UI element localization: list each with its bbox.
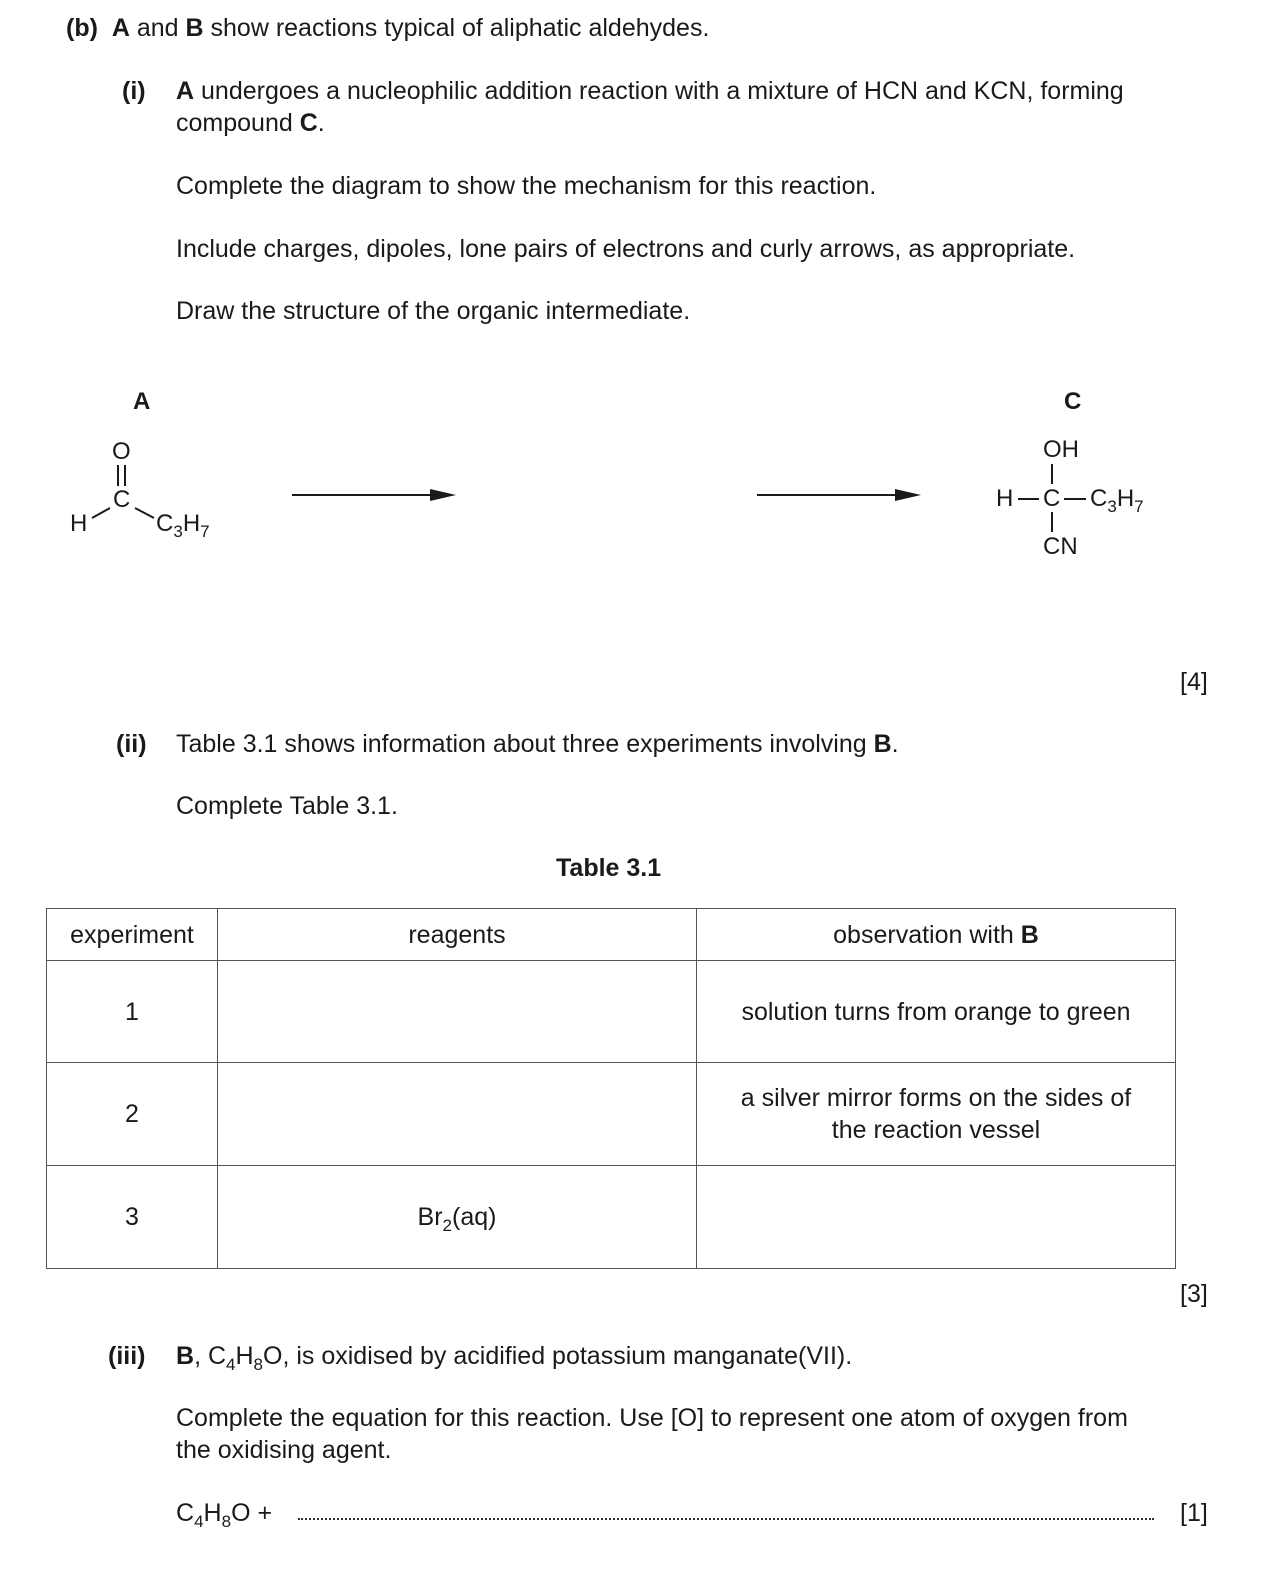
instruction-1: Complete the diagram to show the mechanism for this reaction. <box>176 172 877 200</box>
equation-start <box>176 1497 272 1529</box>
cell-experiment: 2 <box>47 1063 218 1166</box>
text: O, is oxidised by acidified potassium manganate(VII). <box>263 1342 853 1370</box>
atom-c: C <box>1043 485 1061 512</box>
text: C <box>176 1499 195 1527</box>
table-row <box>47 1166 1176 1269</box>
part-i-label: (i) <box>122 77 146 105</box>
part-ii-line1 <box>176 728 899 760</box>
table-row <box>47 961 1176 1063</box>
instruction-2: Include charges, dipoles, lone pairs of electrons and curly arrows, as appropriate. <box>176 235 1076 263</box>
structure-a-label: A <box>133 388 151 415</box>
text: (aq) <box>452 1203 497 1231</box>
structure-c-label: C <box>1064 388 1082 415</box>
part-iii-line1 <box>176 1340 852 1372</box>
text: , C <box>194 1342 227 1370</box>
structure-a-bonds <box>0 0 260 560</box>
cell-observation-answer[interactable] <box>697 1166 1176 1269</box>
cell-experiment: 1 <box>47 961 218 1063</box>
atom-h: H <box>996 485 1014 512</box>
text: show reactions typical of aliphatic aldehydes. <box>203 14 710 42</box>
reaction-arrow-1 <box>290 485 460 505</box>
text: . <box>317 109 325 137</box>
marks-4: [4] <box>1180 668 1208 696</box>
text: Table 3.1 shows information about three experiments involving <box>176 730 874 758</box>
part-i-line1 <box>176 75 1124 107</box>
answer-line[interactable] <box>298 1518 1154 1520</box>
marks-3: [3] <box>1180 1280 1208 1308</box>
text: the reaction vessel <box>831 1116 1041 1144</box>
part-ii-line2: Complete Table 3.1. <box>176 792 398 820</box>
atom-o: O <box>112 438 131 465</box>
text: observation with <box>833 920 1021 949</box>
part-label: (b) <box>66 14 98 42</box>
text: 8 <box>253 1355 264 1374</box>
text: A <box>111 14 130 42</box>
text: C <box>156 510 174 537</box>
text: O + <box>231 1499 273 1527</box>
text: a silver mirror forms on the sides of <box>740 1084 1132 1112</box>
atom-h: H <box>70 510 88 537</box>
instruction-3: Draw the structure of the organic intermediate. <box>176 297 691 325</box>
table-title: Table 3.1 <box>556 854 662 882</box>
text: Br <box>417 1203 443 1231</box>
text: 4 <box>226 1355 236 1374</box>
text: 8 <box>221 1512 232 1531</box>
part-iii-line2: Complete the equation for this reaction. Use [O] to represent one atom of oxygen from <box>176 1404 1128 1432</box>
header-reagents: reagents <box>218 909 697 961</box>
text: H <box>203 1499 222 1527</box>
text: 4 <box>194 1512 204 1531</box>
text: 3 <box>1107 497 1117 516</box>
structure-c-bonds <box>980 436 1180 560</box>
group-cn: CN <box>1043 533 1078 560</box>
marks-1: [1] <box>1180 1499 1208 1527</box>
text: 7 <box>1134 497 1144 516</box>
cell-reagents-answer[interactable] <box>218 961 697 1063</box>
text: B <box>185 14 204 42</box>
text: B <box>1020 920 1039 949</box>
part-iii-line3: the oxidising agent. <box>176 1436 392 1464</box>
table-row <box>47 1063 1176 1166</box>
text: and <box>129 14 186 42</box>
cell-observation: solution turns from orange to green <box>697 961 1176 1063</box>
text: undergoes a nucleophilic addition reaction with a mixture of HCN and KCN, forming <box>194 77 1124 105</box>
cell-reagents-answer[interactable] <box>218 1063 697 1166</box>
table-3-1 <box>46 908 1176 1269</box>
text: B <box>873 730 892 758</box>
text: 2 <box>442 1216 452 1235</box>
text: H <box>1116 485 1135 512</box>
header-experiment: experiment <box>47 909 218 961</box>
text: H <box>235 1342 254 1370</box>
text: A <box>176 77 195 105</box>
header-observation <box>697 909 1176 961</box>
text: compound <box>176 109 300 137</box>
part-ii-label: (ii) <box>116 730 147 758</box>
text: 3 <box>173 522 183 541</box>
reaction-arrow-2 <box>755 485 925 505</box>
text: H <box>182 510 201 537</box>
text: C <box>1090 485 1108 512</box>
text: B <box>176 1342 195 1370</box>
group-oh: OH <box>1043 436 1079 463</box>
cell-reagents <box>218 1166 697 1269</box>
cell-experiment: 3 <box>47 1166 218 1269</box>
text: 7 <box>200 522 210 541</box>
text: C <box>299 109 318 137</box>
atom-c: C <box>113 486 131 513</box>
cell-observation <box>697 1063 1176 1166</box>
table-header-row <box>47 909 1176 961</box>
part-iii-label: (iii) <box>108 1342 146 1370</box>
text: . <box>891 730 899 758</box>
